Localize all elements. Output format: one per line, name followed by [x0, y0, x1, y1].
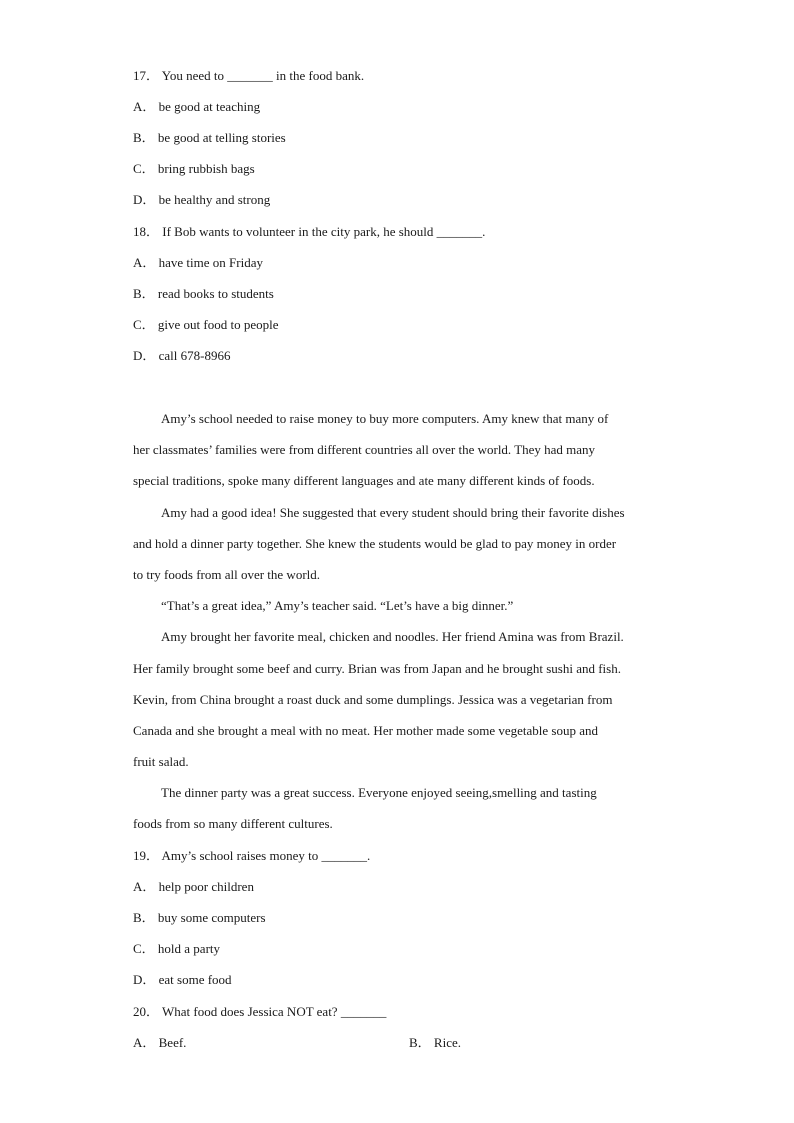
question-17-stem: 17． You need to _______ in the food bank.: [133, 68, 365, 83]
question-18-stem: 18． If Bob wants to volunteer in the city park, he should _______.: [133, 224, 486, 239]
question-19-option-d: D． eat some food: [133, 972, 232, 987]
question-18-option-c: C． give out food to people: [133, 317, 279, 332]
question-20-option-b: B． Rice.: [409, 1035, 461, 1050]
passage-line: “That’s a great idea,” Amy’s teacher said. “Let’s have a big dinner.”: [161, 598, 514, 613]
passage-line: Amy’s school needed to raise money to buy more computers. Amy knew that many of: [161, 411, 609, 426]
passage-line: special traditions, spoke many different languages and ate many different kinds of foods.: [133, 473, 595, 488]
question-19-option-b: B． buy some computers: [133, 910, 266, 925]
question-17-option-c: C． bring rubbish bags: [133, 161, 255, 176]
passage-line: The dinner party was a great success. Everyone enjoyed seeing,smelling and tasting: [161, 785, 597, 800]
passage-line: Canada and she brought a meal with no meat. Her mother made some vegetable soup and: [133, 723, 598, 738]
passage-line: Her family brought some beef and curry. Brian was from Japan and he brought sushi and fish.: [133, 661, 621, 676]
question-18-option-b: B． read books to students: [133, 286, 274, 301]
question-17-option-a: A． be good at teaching: [133, 99, 261, 114]
passage-line: fruit salad.: [133, 754, 189, 769]
question-17-option-b: B． be good at telling stories: [133, 130, 286, 145]
passage-line: her classmates’ families were from different countries all over the world. They had many: [133, 442, 596, 457]
passage-line: foods from so many different cultures.: [133, 816, 333, 831]
passage-line: to try foods from all over the world.: [133, 567, 321, 582]
question-20-stem: 20． What food does Jessica NOT eat? _______: [133, 1004, 387, 1019]
question-19-stem: 19． Amy’s school raises money to _______.: [133, 848, 371, 863]
question-19-option-c: C． hold a party: [133, 941, 221, 956]
question-18-option-d: D． call 678-8966: [133, 348, 231, 363]
passage-line: and hold a dinner party together. She knew the students would be glad to pay money in order: [133, 536, 617, 551]
passage-line: Amy brought her favorite meal, chicken and noodles. Her friend Amina was from Brazil.: [161, 629, 624, 644]
question-20-option-a: A． Beef.: [133, 1035, 187, 1050]
question-18-option-a: A． have time on Friday: [133, 255, 263, 270]
passage-line: Kevin, from China brought a roast duck and some dumplings. Jessica was a vegetarian from: [133, 692, 613, 707]
question-19-option-a: A． help poor children: [133, 879, 254, 894]
question-17-option-d: D． be healthy and strong: [133, 192, 271, 207]
passage-line: Amy had a good idea! She suggested that every student should bring their favorite dishes: [161, 505, 625, 520]
